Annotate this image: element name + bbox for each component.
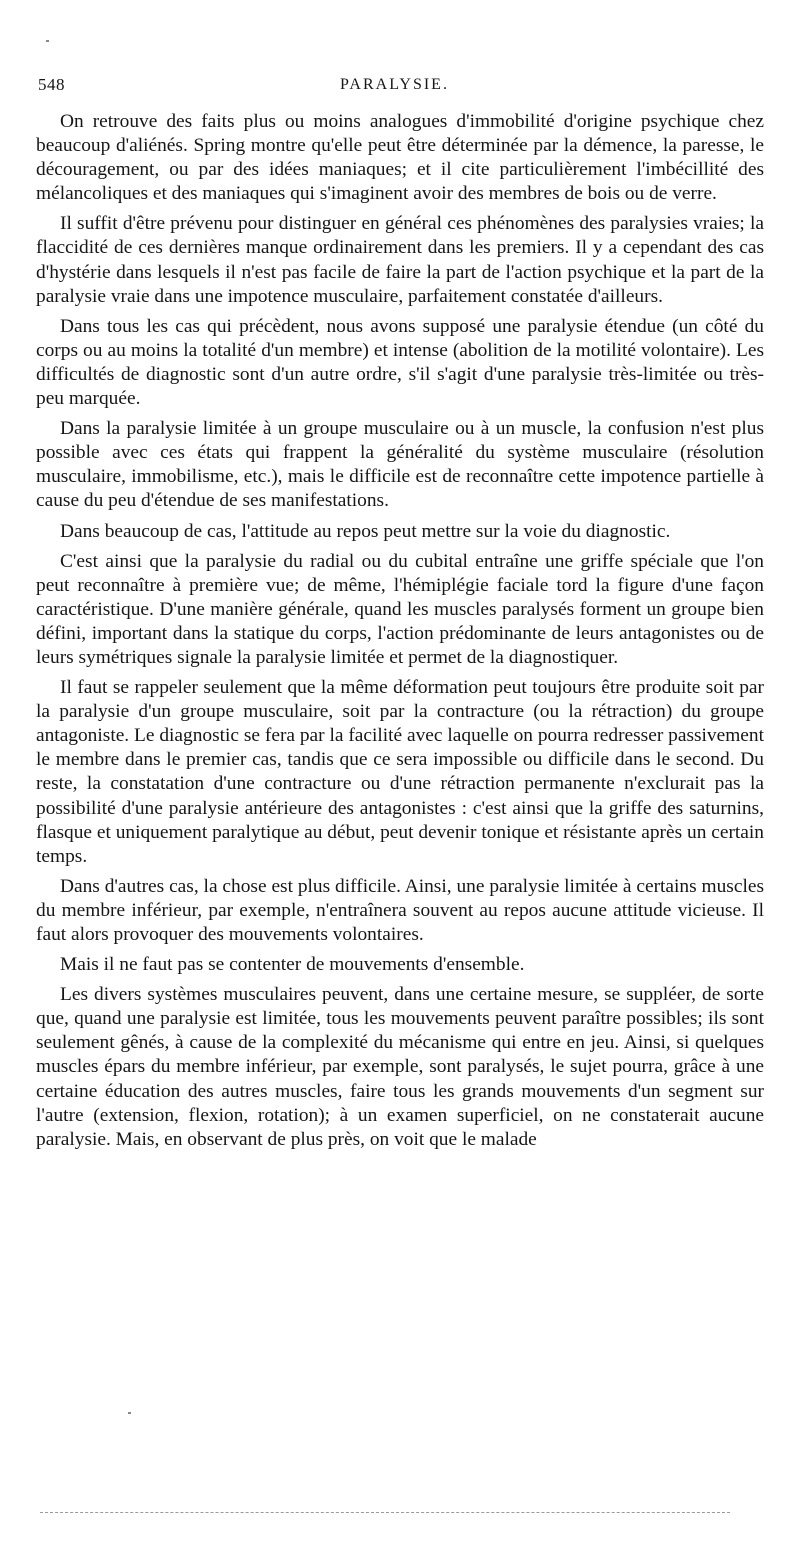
- scan-speck: [46, 40, 49, 42]
- page-header: [38, 74, 760, 96]
- paragraph: Mais il ne faut pas se contenter de mouvements d'ensemble.: [60, 954, 525, 976]
- paragraph: Dans la paralysie limitée à un groupe musculaire ou à un muscle, la confusion n'est plus possible avec ces états qui frappent la généralité du système musculaire (résolution musculaire, immobilisme, etc.), mais le difficile est de reconnaître cette impotence partielle à cause du peu d'étendue de ses manifestations.: [36, 418, 764, 512]
- body-text: [36, 110, 764, 1158]
- paragraph: Il suffit d'être prévenu pour distinguer en général ces phénomènes des paralysies vraies; la flaccidité de ces dernières manque ordinairement dans les premiers. Il y a cependant des cas d'hystérie dans lesquels il n'est pas facile de faire la part de l'action psychique et la part de la paralysie vraie dans une impotence musculaire, parfaitement constatée d'ailleurs.: [36, 213, 764, 307]
- paragraph: On retrouve des faits plus ou moins analogues d'immobilité d'origine psychique chez beaucoup d'aliénés. Spring montre qu'elle peut être déterminée par la démence, la paresse, le découragement, ou par des idées maniaques; et il cite particulièrement l'imbécillité des mélancoliques et des maniaques qui s'imaginent avoir des membres de bois ou de verre.: [36, 111, 764, 205]
- footer-bleed-rule: [40, 1512, 730, 1513]
- paragraph: C'est ainsi que la paralysie du radial ou du cubital entraîne une griffe spéciale que l'on peut reconnaître à première vue; de même, l'hémiplégie faciale tord la figure d'une façon caractéristique. D'une manière générale, quand les muscles paralysés forment un groupe bien défini, important dans la statique du corps, l'action prédominante de leurs antagonistes ou de leurs symétriques signale la paralysie limitée et permet de la diagnostiquer.: [36, 550, 764, 668]
- paragraph: Les divers systèmes musculaires peuvent, dans une certaine mesure, se suppléer, de sorte que, quand une paralysie est limitée, tous les mouvements peuvent paraître possibles; ils sont seulement gênés, à cause de la complexité du mécanisme qui entre en jeu. Ainsi, si quelques muscles épars du membre inférieur, par exemple, sont paralysés, le sujet pourra, grâce à une certaine éducation des autres muscles, faire tous les grands mouvements d'un segment sur l'autre (extension, flexion, rotation); à un examen superficiel, on ne constaterait aucune paralysie. Mais, en observant de plus près, on voit que le malade: [36, 984, 764, 1150]
- paragraph: Dans beaucoup de cas, l'attitude au repos peut mettre sur la voie du diagnostic.: [60, 520, 671, 542]
- running-head: PARALYSIE.: [340, 76, 449, 93]
- paragraph: Dans d'autres cas, la chose est plus difficile. Ainsi, une paralysie limitée à certains muscles du membre inférieur, par exemple, n'entraînera souvent au repos aucune attitude vicieuse. Il faut alors provoquer des mouvements volontaires.: [36, 875, 764, 945]
- scan-speck: [128, 1412, 131, 1414]
- paragraph: Il faut se rappeler seulement que la même déformation peut toujours être produite soit par la paralysie d'un groupe musculaire, soit par la contracture (ou la rétraction) du groupe antagoniste. Le diagnostic se fera par la facilité avec laquelle on pourra redresser passivement le membre dans le premier cas, tandis que ce sera impossible ou difficile dans le second. Du reste, la constatation d'une contracture ou d'une rétraction permanente n'exclurait pas la possibilité d'une paralysie antérieure des antagonistes : c'est ainsi que la griffe des saturnins, flasque et uniquement paralytique au début, peut devenir tonique et résistante après un certain temps.: [36, 677, 764, 867]
- paragraph: Dans tous les cas qui précèdent, nous avons supposé une paralysie étendue (un côté du corps ou au moins la totalité d'un membre) et intense (abolition de la motilité volontaire). Les difficultés de diagnostic sont d'un autre ordre, s'il s'agit d'une paralysie très-limitée ou très-peu marquée.: [36, 315, 764, 410]
- page-number: 548: [38, 75, 65, 94]
